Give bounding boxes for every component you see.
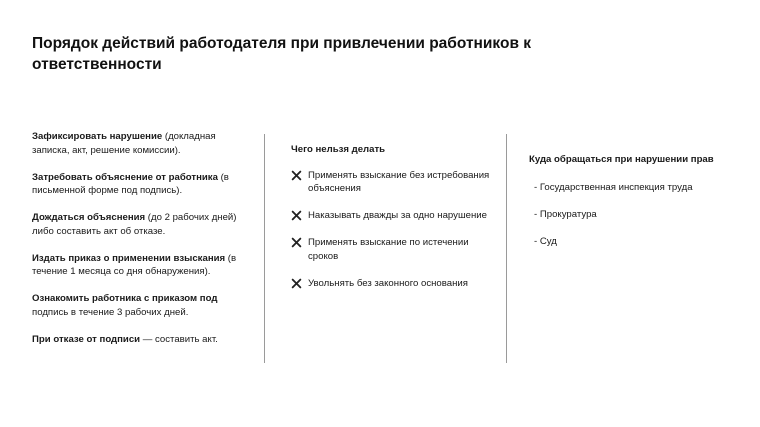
step-item [32, 211, 254, 238]
step-text: — составить акт. [140, 333, 218, 345]
step-item [32, 130, 254, 157]
step-text: подпись в течение 3 рабочих дней. [32, 306, 189, 318]
step-text: (докладная записка, акт, решение комиссии). [32, 131, 216, 156]
cross-icon [291, 170, 302, 181]
donts-column [291, 143, 491, 304]
column-divider [506, 134, 507, 363]
step-item [32, 252, 254, 279]
dont-text: Увольнять без законного основания [308, 277, 468, 289]
step-bold: Ознакомить работника с приказом под [32, 293, 218, 305]
step-bold: При отказе от подписи [32, 333, 141, 345]
dont-item [291, 236, 491, 263]
step-text: (в течение 1 месяца со дня обнаружения). [32, 252, 237, 278]
step-bold: Зафиксировать нарушение [32, 131, 163, 142]
page-title: Порядок действий работодателя при привлечении работников к ответственности [32, 35, 532, 73]
dont-text: Применять взыскание без истребования объяснения [308, 169, 490, 195]
cross-icon [291, 237, 302, 248]
donts-heading: Чего нельзя делать [291, 144, 386, 155]
dont-text: Применять взыскание по истечении сроков [308, 237, 469, 262]
where-item: - Суд [534, 235, 557, 247]
dont-text: Наказывать дважды за одно нарушение [308, 210, 487, 222]
column-divider [264, 134, 265, 363]
step-text: (до 2 рабочих дней) либо составить акт об отказе. [32, 212, 237, 237]
step-bold: Затребовать объяснение от работника [32, 171, 218, 183]
step-text: (в письменной форме под подпись). [32, 171, 229, 197]
where-item: - Государственная инспекция труда [534, 181, 693, 193]
dont-item [291, 169, 491, 196]
steps-column [32, 130, 254, 360]
cross-icon [291, 210, 302, 221]
dont-item [291, 209, 491, 223]
step-bold: Издать приказ о применении взыскания [32, 252, 226, 264]
dont-item [291, 277, 491, 291]
step-item [32, 292, 254, 319]
where-item: - Прокуратура [534, 208, 597, 220]
where-heading: Куда обращаться при нарушении прав [529, 154, 714, 165]
where-column [529, 153, 744, 262]
step-bold: Дождаться объяснения [32, 212, 146, 224]
cross-icon [291, 278, 302, 289]
step-item [32, 333, 254, 347]
step-item [32, 171, 254, 198]
